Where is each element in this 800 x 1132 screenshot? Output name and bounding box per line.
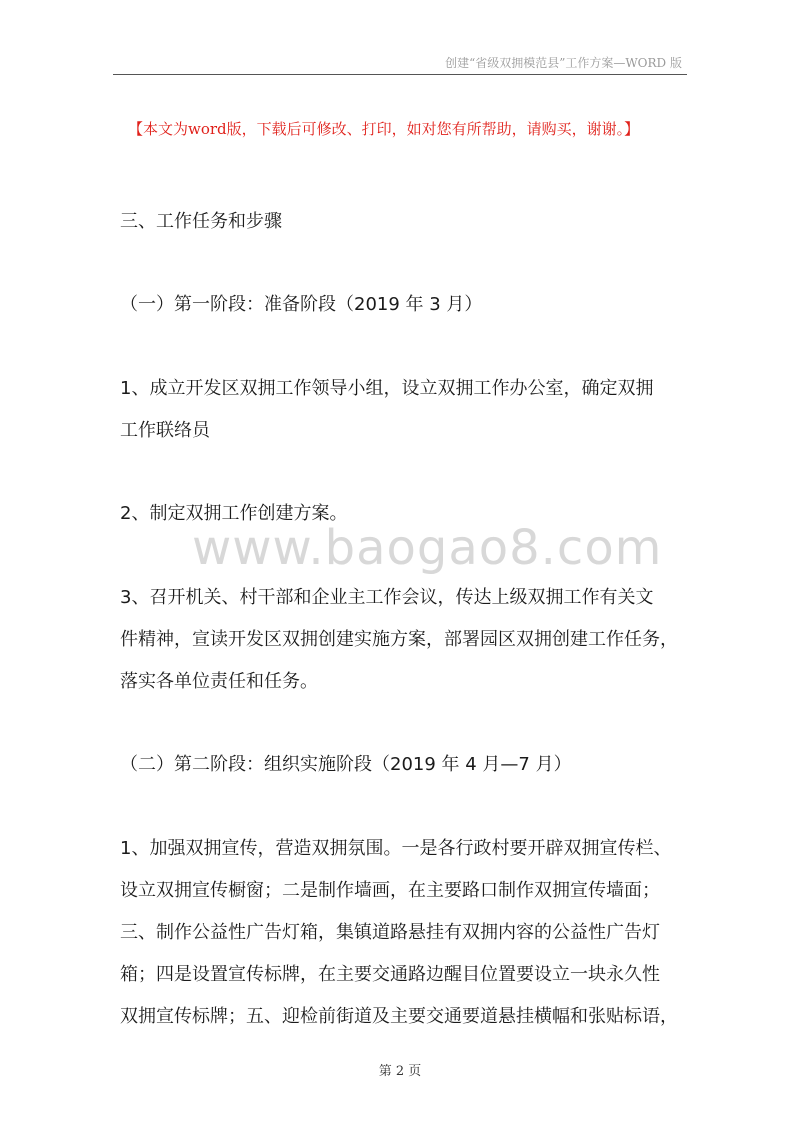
item4-line: 设立双拥宣传橱窗；二是制作墙画，在主要路口制作双拥宣传墙面； [120, 880, 660, 901]
item4-paragraph [120, 828, 686, 1038]
item3-line: 落实各单位责任和任务。 [120, 671, 318, 692]
item4-line: 双拥宣传标牌；五、迎检前街道及主要交通要道悬挂横幅和张贴标语， [120, 1006, 678, 1027]
page-number: 第 2 页 [378, 1064, 422, 1079]
item1-paragraph [120, 368, 686, 452]
item1-line: 工作联络员 [120, 420, 210, 441]
purchase-notice: 【本文为word版，下载后可修改、打印，如对您有所帮助，请购买，谢谢。】 [128, 120, 640, 138]
watermark: www.baogao8.com [192, 520, 663, 576]
section-title: 三、工作任务和步骤 [120, 211, 282, 232]
item4-line: 1、加强双拥宣传，营造双拥氛围。一是各行政村要开辟双拥宣传栏、 [120, 838, 672, 859]
item3-paragraph [120, 577, 686, 703]
item4-line: 三、制作公益性广告灯箱，集镇道路悬挂有双拥内容的公益性广告灯 [120, 922, 660, 943]
page-header-title: 创建“省级双拥模范县”工作方案—WORD 版 [445, 56, 682, 70]
header-rule [113, 74, 687, 75]
item1-line: 1、成立开发区双拥工作领导小组，设立双拥工作办公室，确定双拥 [120, 378, 654, 399]
item3-line: 件精神，宣读开发区双拥创建实施方案，部署园区双拥创建工作任务， [120, 629, 678, 650]
item2-line: 2、制定双拥工作创建方案。 [120, 503, 348, 524]
stage1-title: （一）第一阶段：准备阶段（2019 年 3 月） [120, 294, 483, 315]
stage2-title: （二）第二阶段：组织实施阶段（2019 年 4 月—7 月） [120, 754, 572, 775]
item3-line: 3、召开机关、村干部和企业主工作会议，传达上级双拥工作有关文 [120, 587, 654, 608]
item4-line: 箱；四是设置宣传标牌，在主要交通路边醒目位置要设立一块永久性 [120, 964, 660, 985]
